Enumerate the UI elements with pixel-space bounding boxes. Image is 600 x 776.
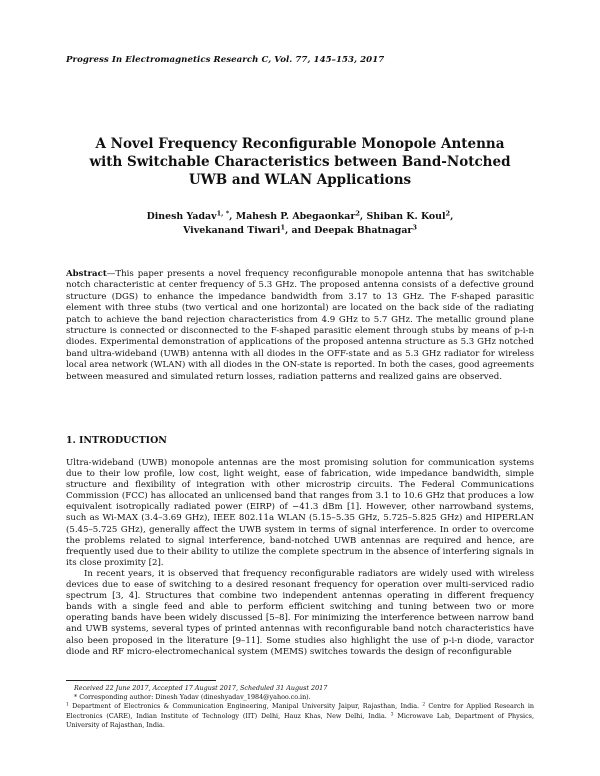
corresponding-author: * Corresponding author: Dinesh Yadav (dineshyadav_1984@yahoo.co.in). (74, 693, 311, 702)
abstract (66, 269, 534, 383)
author-line-2 (60, 224, 540, 238)
title-line-1: A Novel Frequency Reconfigurable Monopole Antenna (95, 136, 505, 152)
author-3: Shiban K. Koul (366, 211, 446, 222)
author-1: Dinesh Yadav (146, 211, 217, 222)
footnote-divider (66, 680, 216, 681)
author-sep-4: , and (285, 224, 315, 236)
affil-2: Centre for Applied Research in Electronics (CARE), Indian Institute of Technology (IIT) Delhi, Hauz Khas, New Delhi, India. (66, 702, 535, 720)
affiliations (66, 702, 534, 730)
author-5-affil: 3 (412, 222, 417, 231)
title-line-2: with Switchable Characteristics between Band-Notched (89, 154, 511, 170)
affil-1-mark: 1 (66, 702, 69, 708)
affil-3-mark: 3 (390, 712, 394, 718)
intro-paragraph-2: In recent years, it is observed that frequency reconfigurable radiators are widely used with wireless devices due to ease of switching to a desired resonant frequency for operation over multi-serviced radio spectrum [3, 4]. Structures that combine two independent antennas operating in different frequency bands with a single feed and able to perform efficient switching and tuning between two or more operating bands have been widely discussed [5–8]. For minimizing the interference between narrow band and UWB systems, several types of printed antennas with reconfigurable band notch characteristics have also been proposed in the literature [9–11]. Some studies also highlight the use of p-i-n diode, varactor diode and RF micro-electromechanical system (MEMS) switches towards the design of reconfigurable (66, 568, 534, 657)
affil-3: Microwave Lab, Department of Physics, University of Rajasthan, India. (66, 711, 534, 729)
affil-1: Department of Electronics & Communication Engineering, Manipal University Jaipur, Rajasthan, India. (68, 702, 423, 711)
affil-2-mark: 2 (422, 702, 426, 708)
intro-paragraph-1: Ultra-wideband (UWB) monopole antennas are the most promising solution for communication systems due to their low profile, low cost, light weight, ease of fabrication, wide impedance bandwidth, simple structure and flexibility of integration with other microstrip circuits. The Federal Communications Commission (FCC) has allocated an unlicensed band that ranges from 3.1 to 10.6 GHz that produces a low equivalent isotropically radiated power (EIRP) of −41.3 dBm [1]. However, other narrowband systems, such as Wi-MAX (3.4–3.69 GHz), IEEE 802.11a WLAN (5.15–5.35 GHz, 5.725–5.825 GHz) and HIPERLAN (5.45–5.725 GHz), generally affect the UWB system in terms of signal interference. In order to overcome the problems related to signal interference, band-notched UWB antennas are required and hence, are frequently used due to their ability to utilize the complete spectrum in the absence of interfering signals in its close proximity [2]. (66, 458, 534, 568)
section-heading: 1. INTRODUCTION (66, 435, 167, 446)
author-sep-2: , (359, 211, 367, 222)
author-sep-3: , (450, 211, 454, 222)
author-2-affil: 2 (355, 209, 360, 218)
footnotes (66, 684, 534, 730)
author-line-1 (60, 210, 540, 224)
abstract-label: Abstract (66, 269, 107, 279)
abstract-text: —This paper presents a novel frequency reconfigurable monopole antenna that has switchable notch characteristic at center frequency of 5.3 GHz. The proposed antenna consists of a defective ground structure (DGS) to enhance the impedance bandwidth from 3.17 to 13 GHz. The F-shaped parasitic element with three stubs (two vertical and one horizontal) are located on the back side of the radiating patch to achieve the band rejection characteristics from 4.9 GHz to 5.7 GHz. The metallic ground plane structure is connected or disconnected to the F-shaped parasitic element through stubs by means of p-i-n diodes. Experimental demonstration of applications of the proposed antenna structure as 5.3 GHz notched band ultra-wideband (UWB) antenna with all diodes in the OFF-state and as 5.3 GHz radiator for wireless local area network (WLAN) with all diodes in the ON-state is reported. In both the cases, good agreements between measured and simulated return losses, radiation patterns and realized gains are observed. (66, 269, 534, 382)
author-1-affil: 1, * (216, 209, 230, 218)
author-sep-1: , (229, 211, 236, 222)
author-4-affil: 1 (280, 222, 286, 231)
author-2: Mahesh P. Abegaonkar (235, 211, 356, 222)
paper-title (60, 135, 540, 189)
author-5: Deepak Bhatnagar (314, 224, 413, 236)
received-dates: Received 22 June 2017, Accepted 17 August 2017, Scheduled 31 August 2017 (74, 684, 328, 692)
title-line-3: UWB and WLAN Applications (188, 172, 412, 188)
journal-header: Progress In Electromagnetics Research C, Vol. 77, 145–153, 2017 (66, 55, 385, 65)
author-4: Vivekanand Tiwari (183, 224, 281, 236)
author-list (60, 210, 540, 237)
introduction-body (66, 458, 534, 658)
author-3-affil: 2 (445, 209, 451, 218)
